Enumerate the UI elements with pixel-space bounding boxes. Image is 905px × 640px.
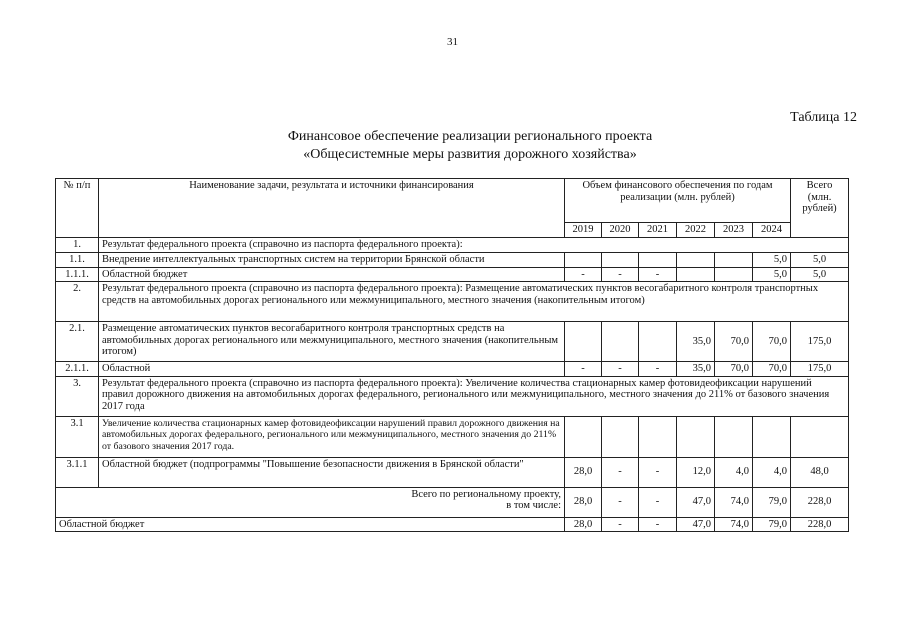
page-number: 31 bbox=[447, 36, 458, 48]
row-num: 3.1 bbox=[56, 416, 99, 457]
table-row bbox=[56, 322, 849, 362]
table-row bbox=[56, 362, 849, 377]
value-cell bbox=[602, 252, 639, 267]
table-row bbox=[56, 457, 849, 487]
total-cell: 5,0 bbox=[791, 267, 849, 282]
value-cell bbox=[565, 252, 602, 267]
year-cell: 2022 bbox=[677, 223, 715, 238]
row-num: 2. bbox=[56, 282, 99, 322]
row-name: Областной bbox=[99, 362, 565, 377]
row-name: Результат федерального проекта (справочно из паспорта федерального проекта): Увеличение количества стационарных камер фотовидеофиксации нарушений правил дорожного движения на автомобильных дорогах федерального, регионального или межмуниципального, местного значения до 211% от базового значения 2017 года bbox=[99, 376, 849, 416]
value-cell: - bbox=[639, 517, 677, 532]
value-cell: 28,0 bbox=[565, 457, 602, 487]
budget-row bbox=[56, 517, 849, 532]
value-cell: 74,0 bbox=[715, 517, 753, 532]
summary-row bbox=[56, 487, 849, 517]
value-cell bbox=[677, 252, 715, 267]
value-cell: 79,0 bbox=[753, 517, 791, 532]
table-row bbox=[56, 238, 849, 253]
value-cell: - bbox=[639, 362, 677, 377]
value-cell: - bbox=[639, 487, 677, 517]
value-cell bbox=[715, 416, 753, 457]
summary-label-line-1: Всего по региональному проекту, bbox=[411, 488, 561, 500]
value-cell bbox=[753, 416, 791, 457]
row-name: Результат федерального проекта (справочно из паспорта федерального проекта): bbox=[99, 238, 849, 253]
header-total: Всего (млн. рублей) bbox=[791, 179, 849, 238]
document-title bbox=[0, 128, 905, 164]
value-cell bbox=[639, 252, 677, 267]
value-cell bbox=[565, 416, 602, 457]
value-cell: - bbox=[565, 362, 602, 377]
row-num: 1. bbox=[56, 238, 99, 253]
table-header-row bbox=[56, 179, 849, 223]
year-cell: 2020 bbox=[602, 223, 639, 238]
value-cell: 70,0 bbox=[715, 362, 753, 377]
total-cell: 228,0 bbox=[791, 487, 849, 517]
value-cell: 5,0 bbox=[753, 267, 791, 282]
value-cell bbox=[677, 416, 715, 457]
total-cell: 175,0 bbox=[791, 362, 849, 377]
year-cell: 2023 bbox=[715, 223, 753, 238]
budget-label: Областной бюджет bbox=[56, 517, 565, 532]
header-volume: Объем финансового обеспечения по годам реализации (млн. рублей) bbox=[565, 179, 791, 223]
year-cell: 2019 bbox=[565, 223, 602, 238]
value-cell: 74,0 bbox=[715, 487, 753, 517]
value-cell: 4,0 bbox=[753, 457, 791, 487]
header-name: Наименование задачи, результата и источники финансирования bbox=[99, 179, 565, 238]
total-cell: 5,0 bbox=[791, 252, 849, 267]
value-cell: 70,0 bbox=[715, 322, 753, 362]
total-cell bbox=[791, 416, 849, 457]
value-cell: 70,0 bbox=[753, 362, 791, 377]
value-cell: 47,0 bbox=[677, 487, 715, 517]
value-cell: 5,0 bbox=[753, 252, 791, 267]
table-row bbox=[56, 376, 849, 416]
value-cell bbox=[602, 416, 639, 457]
table-label: Таблица 12 bbox=[790, 110, 857, 125]
row-name: Областной бюджет (подпрограммы "Повышение безопасности движения в Брянской области" bbox=[99, 457, 565, 487]
financing-table bbox=[55, 178, 849, 532]
row-num: 2.1.1. bbox=[56, 362, 99, 377]
value-cell bbox=[602, 322, 639, 362]
row-num: 1.1. bbox=[56, 252, 99, 267]
value-cell: 28,0 bbox=[565, 517, 602, 532]
value-cell bbox=[715, 267, 753, 282]
value-cell: - bbox=[602, 362, 639, 377]
value-cell: - bbox=[602, 487, 639, 517]
total-cell: 228,0 bbox=[791, 517, 849, 532]
row-num: 1.1.1. bbox=[56, 267, 99, 282]
value-cell bbox=[565, 322, 602, 362]
value-cell: - bbox=[639, 267, 677, 282]
value-cell: - bbox=[639, 457, 677, 487]
value-cell bbox=[677, 267, 715, 282]
value-cell: - bbox=[602, 267, 639, 282]
title-line-1: Финансовое обеспечение реализации регионального проекта bbox=[287, 129, 653, 144]
summary-label-line-2: в том числе: bbox=[506, 500, 561, 511]
header-num: № п/п bbox=[56, 179, 99, 238]
row-num: 3.1.1 bbox=[56, 457, 99, 487]
year-cell: 2021 bbox=[639, 223, 677, 238]
table-row bbox=[56, 282, 849, 322]
title-line-2: «Общесистемные меры развития дорожного хозяйства» bbox=[303, 147, 637, 162]
row-name: Результат федерального проекта (справочно из паспорта федерального проекта): Размещение автоматических пунктов весогабаритного контроля транспортных средств на автомобильных дорогах регионального или межмуниципального, местного значения (накопительным итогом) bbox=[99, 282, 849, 322]
table-row bbox=[56, 267, 849, 282]
value-cell bbox=[639, 416, 677, 457]
value-cell bbox=[715, 252, 753, 267]
total-cell: 175,0 bbox=[791, 322, 849, 362]
summary-label bbox=[56, 487, 565, 517]
value-cell bbox=[639, 322, 677, 362]
value-cell: 35,0 bbox=[677, 362, 715, 377]
table-row bbox=[56, 416, 849, 457]
row-name: Внедрение интеллектуальных транспортных систем на территории Брянской области bbox=[99, 252, 565, 267]
value-cell: 4,0 bbox=[715, 457, 753, 487]
value-cell: - bbox=[602, 457, 639, 487]
row-num: 2.1. bbox=[56, 322, 99, 362]
value-cell: 35,0 bbox=[677, 322, 715, 362]
year-cell: 2024 bbox=[753, 223, 791, 238]
value-cell: - bbox=[602, 517, 639, 532]
value-cell: 12,0 bbox=[677, 457, 715, 487]
value-cell: 70,0 bbox=[753, 322, 791, 362]
value-cell: 28,0 bbox=[565, 487, 602, 517]
value-cell: 79,0 bbox=[753, 487, 791, 517]
value-cell: - bbox=[565, 267, 602, 282]
total-cell: 48,0 bbox=[791, 457, 849, 487]
row-name: Размещение автоматических пунктов весогабаритного контроля транспортных средств на автомобильных дорогах регионального или межмуниципального, местного значения (накопительным итогом) bbox=[99, 322, 565, 362]
value-cell: 47,0 bbox=[677, 517, 715, 532]
row-name: Увеличение количества стационарных камер фотовидеофиксации нарушений правил дорожного движения на автомобильных дорогах федерального, регионального или межмуниципального, местного значения до 211% от базового значения 2017 года. bbox=[99, 416, 565, 457]
table-row bbox=[56, 252, 849, 267]
row-num: 3. bbox=[56, 376, 99, 416]
row-name: Областной бюджет bbox=[99, 267, 565, 282]
